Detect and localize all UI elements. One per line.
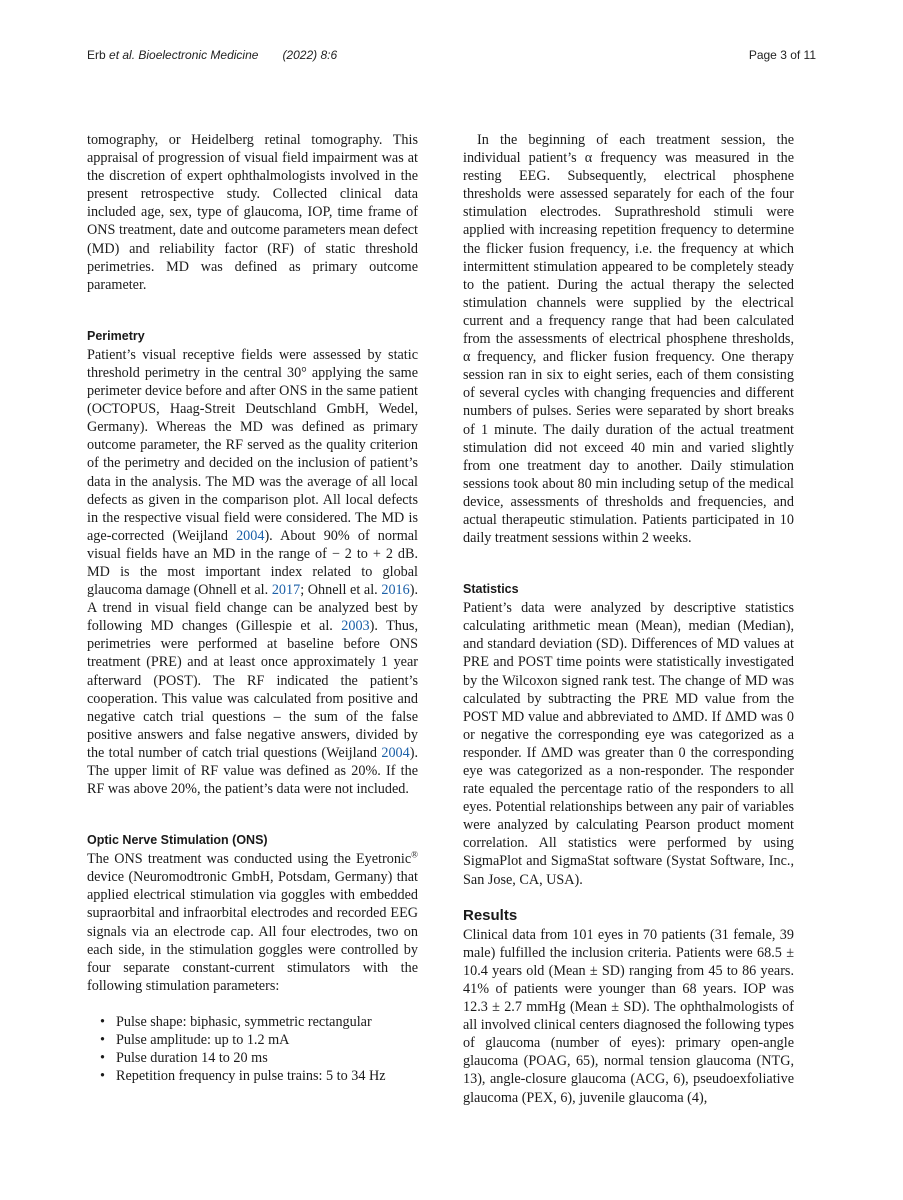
statistics-paragraph: Patient’s data were analyzed by descriptive statistics calculating arithmetic mean (Mean), median (Median), and standard deviation (SD). Differences of MD values at PRE and POST time points were statistically investigated by the Wilcoxon signed rank test. The change of MD was calculated by subtracting the PRE MD value from the POST MD value and abbreviated to ΔMD. If ΔMD was 0 or negative the corresponding eye was categorized as a responder. If ΔMD was greater than 0 the corresponding eye was categorized as a non-responder. The responder rate equaled the percentage ratio of the responders to all eyes. Potential relationships between any pair of variables were analyzed by calculating Pearson product moment correlation. All statistics were performed by using SigmaPlot and SigmaStat software (Systat Software, Inc., San Jose, CA, USA).: [463, 600, 794, 888]
running-header: [87, 48, 816, 66]
citation-link[interactable]: 2017: [271, 582, 301, 599]
list-item: • Pulse shape: biphasic, symmetric rectangular: [87, 1013, 418, 1031]
results-heading: Results: [463, 906, 518, 924]
right-column: [463, 131, 794, 1107]
citation-link[interactable]: 2016: [381, 582, 410, 599]
citation-link[interactable]: 2004: [381, 744, 410, 761]
ons-heading: Optic Nerve Stimulation (ONS): [87, 833, 268, 848]
header-author: Erb: [87, 48, 110, 62]
citation-link[interactable]: 2004: [236, 527, 265, 544]
header-citation: [87, 48, 337, 62]
intro-continued-paragraph: tomography, or Heidelberg retinal tomography. This appraisal of progression of visual field impairment was at the discretion of expert ophthalmologists involved in the present retrospective study. Collected clinical data included age, sex, type of glaucoma, IOP, time frame of ONS treatment, date and outcome parameters mean defect (MD) and reliability factor (RF) of static threshold perimetries. MD was defined as primary outcome parameter.: [87, 132, 418, 293]
list-item: • Repetition frequency in pulse trains: 5 to 34 Hz: [87, 1067, 418, 1085]
page-number: Page 3 of 11: [748, 48, 816, 62]
perimetry-heading: Perimetry: [87, 328, 145, 343]
header-et-al: et al.: [109, 48, 136, 62]
header-year-volume: (2022) 8:6: [282, 48, 338, 62]
stimulation-parameters-list: [87, 1013, 418, 1085]
results-paragraph: Clinical data from 101 eyes in 70 patients (31 female, 39 male) fulfilled the inclusion criteria. Patients were 68.5 ± 10.4 years old (Mean ± SD) ranging from 45 to 86 years. 41% of patients were younger than 68 years. IOP was 12.3 ± 2.7 mmHg (Mean ± SD). The ophthalmologists of all involved clinical centers diagnosed the following types of glaucoma (number of eyes): primary open-angle glaucoma (POAG, 65), normal tension glaucoma (NTG, 13), angle-closure glaucoma (ACG, 6), pseudoexfoliative glaucoma (PEX, 6), juvenile glaucoma (4),: [463, 926, 794, 1106]
list-item: • Pulse duration 14 to 20 ms: [87, 1049, 418, 1067]
perimetry-paragraph: Patient’s visual receptive fields were assessed by static threshold perimetry in the central 30° applying the same perimeter device before and after ONS in the same patient (OCTOPUS, Haag-Streit Deutschland GmbH, Wedel, Germany). Whereas the MD was defined as primary outcome parameter, the RF served as the quality criterion of the perimetry and decided on the inclusion of patient’s data in the analysis. The MD was the average of all local defects as given in the comparison plot. All local defects in the respective visual field were considered. The MD is age-corrected (Weijland 2004). About 90% of normal visual fields have an MD in the range of − 2 to + 2 dB. MD is the most important index related to global glaucoma damage (Ohnell et al. 2017; Ohnell et al. 2016). A trend in visual field change can be analyzed best by following MD changes (Gillespie et al. 2003). Thus, perimetries were performed at baseline before ONS treatment (PRE) and at least once approximately 1 year afterward (POST). The RF indicated the patient’s cooperation. This value was calculated from positive and negative catch trial questions – the sum of the false positive answers and false negative answers, divided by the total number of catch trial questions (Weijland 2004). The upper limit of RF value was defined as 20%. If the RF was above 20%, the patient’s data were not included.: [87, 346, 419, 798]
ons-paragraph: The ONS treatment was conducted using the Eyetronic® device (Neuromodtronic GmbH, Potsdam, Germany) that applied electrical stimulation via goggles with embedded supraorbital and infraorbital electrodes and recorded EEG signals via an electrode cap. All four electrodes, two on each side, in the stimulation goggles were controlled by four separate constant-current stimulators with the following stimulation parameters:: [87, 849, 418, 994]
left-column: [87, 131, 418, 1085]
header-journal: Bioelectronic Medicine: [135, 48, 259, 62]
citation-link[interactable]: 2003: [341, 618, 370, 635]
treatment-session-paragraph: In the beginning of each treatment session, the individual patient’s α frequency was measured in the resting EEG. Subsequently, electrical phosphene thresholds were assessed separately for each of the four stimulation electrodes. Suprathreshold stimuli were applied with increasing repetition frequency to determine the flicker fusion frequency, i.e. the frequency at which intermittent stimulation appeared to be completely steady to the patient. During the actual therapy the selected stimulation channels were supplied by the electrical current and a frequency range that had been calculated from the assessments of electrical phosphene thresholds, α frequency, and flicker fusion frequency. One therapy session ran in six to eight series, each of them consisting of several cycles with changing frequencies and different numbers of pulses. Series were separated by short breaks of 1 minute. The daily duration of the actual treatment stimulation did not exceed 40 min and varied slightly from one treatment day to another. Daily stimulation sessions took about 80 min including setup of the medical device, assessments of thresholds and frequencies, and actual therapeutic stimulation. Patients participated in 10 daily treatment sessions within 2 weeks.: [463, 132, 794, 547]
list-item: • Pulse amplitude: up to 1.2 mA: [87, 1031, 418, 1049]
registered-mark: ®: [411, 849, 418, 860]
statistics-heading: Statistics: [463, 582, 519, 597]
